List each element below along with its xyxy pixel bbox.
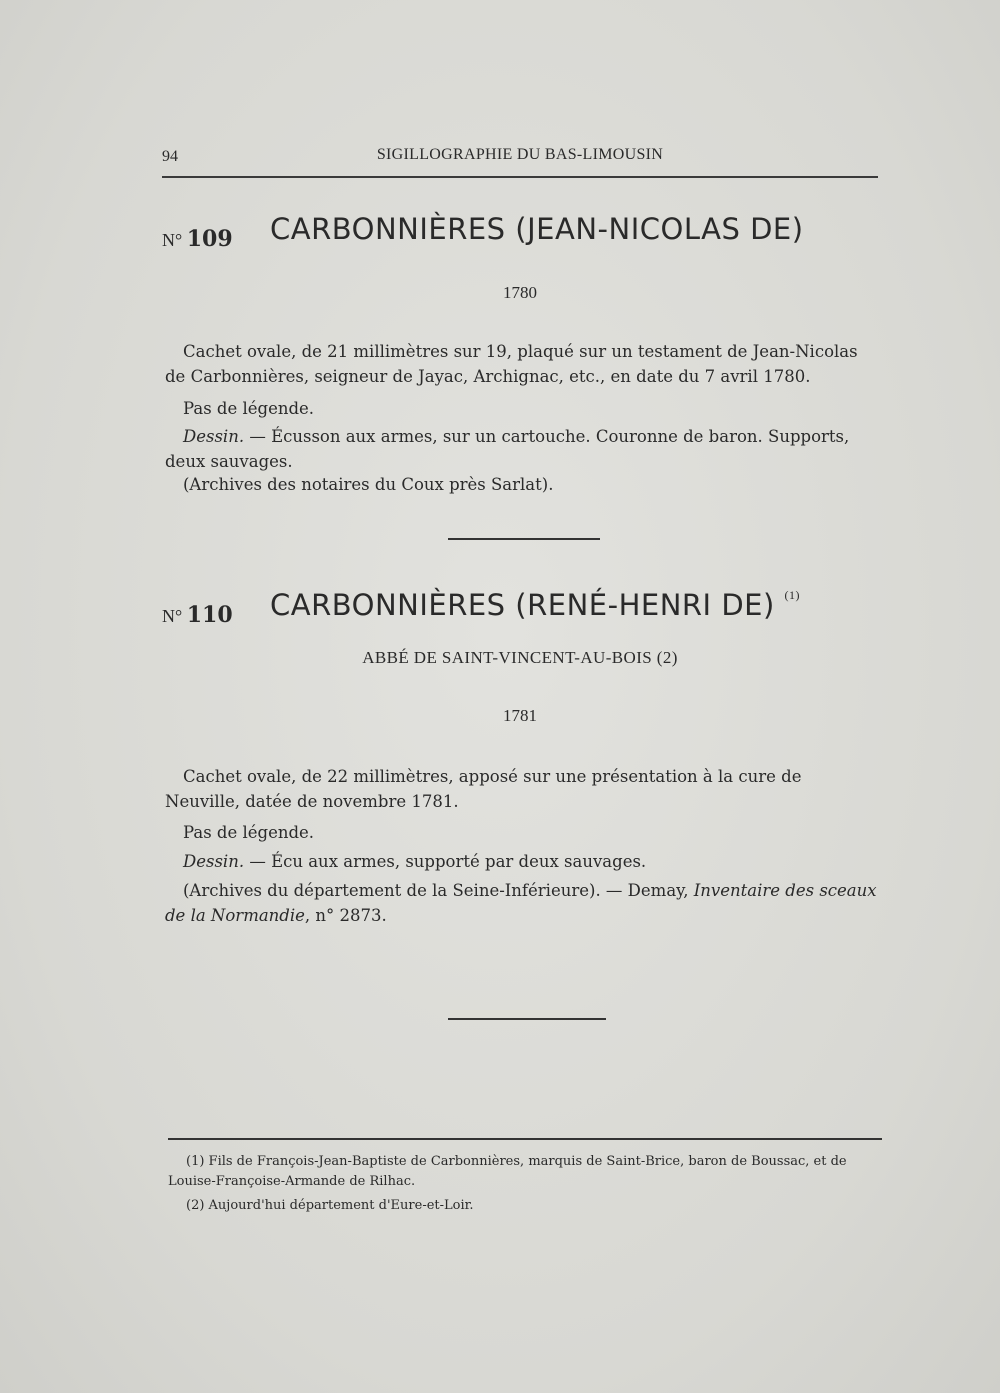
entry-name: CARBONNIÈRES (JEAN-NICOLAS DE)	[270, 212, 804, 246]
entry-source: (Archives des notaires du Coux près Sarlat).	[183, 475, 554, 494]
entry-number: N° 109	[162, 226, 233, 252]
footnote-1: (1) Fils de François-Jean-Baptiste de Carbonnières, marquis de Saint-Brice, baron de Boussac, et de Louise-Françoise-Armande de Rilhac.	[168, 1154, 847, 1189]
running-head	[162, 144, 878, 174]
entry-legend: Pas de légende.	[183, 399, 315, 418]
entry-date: 1780	[503, 283, 537, 302]
entry-date: 1781	[503, 706, 537, 725]
running-title: SIGILLOGRAPHIE DU BAS-LIMOUSIN	[376, 146, 664, 163]
entry-dessin: Dessin. — Écu aux armes, supporté par deux sauvages.	[183, 852, 647, 871]
footnote-ref: (1)	[784, 588, 801, 602]
entry-109-heading	[162, 212, 878, 256]
section-separator	[448, 1018, 606, 1020]
entry-description: Cachet ovale, de 21 millimètres sur 19, plaqué sur un testament de Jean-Nicolas de Carbonnières, seigneur de Jayac, Archignac, etc., en date du 7 avril 1780.	[165, 342, 858, 386]
footnote-2: (2) Aujourd'hui département d'Eure-et-Loir.	[186, 1198, 474, 1213]
entry-source: (Archives du département de la Seine-Inférieure). — Demay, Inventaire des sceaux de la Normandie, n° 2873.	[165, 881, 877, 925]
entry-description: Cachet ovale, de 22 millimètres, apposé sur une présentation à la cure de Neuville, datée de novembre 1781.	[165, 767, 802, 811]
entry-subtitle: ABBÉ DE SAINT-VINCENT-AU-BOIS (2)	[362, 648, 678, 667]
section-separator	[448, 538, 600, 540]
entry-110-heading	[162, 588, 878, 632]
entry-dessin: Dessin. — Écusson aux armes, sur un cartouche. Couronne de baron. Supports, deux sauvages.	[165, 427, 850, 471]
entry-name: CARBONNIÈRES (RENÉ-HENRI DE) $^{(1)}$	[270, 588, 801, 622]
header-rule	[162, 176, 878, 178]
page-number: 94	[162, 148, 178, 165]
entry-legend: Pas de légende.	[183, 823, 315, 842]
entry-number: N° 110	[162, 602, 233, 628]
footnote-rule	[168, 1138, 882, 1140]
